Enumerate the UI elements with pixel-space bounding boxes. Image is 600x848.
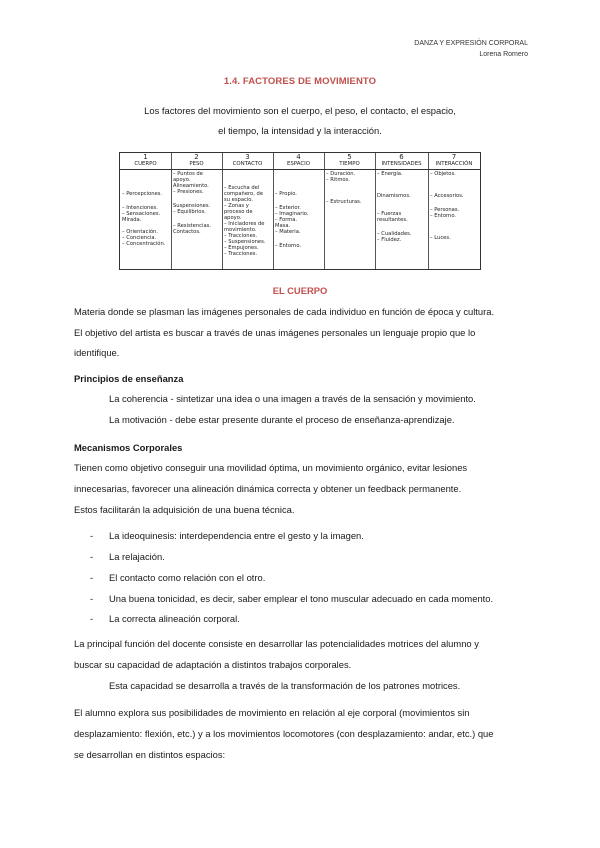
subheading-mecanismos: Mecanismos Corporales (74, 442, 183, 453)
section-title: EL CUERPO (272, 285, 328, 296)
bullet-mark: - (90, 551, 94, 562)
table-col-header: 7 INTERACCIÓN (428, 153, 480, 170)
table-col-tiempo: 5 TIEMPO – Duración. – Ritmos. – Estructuras. (324, 153, 376, 269)
intro-line-1: Los factores del movimiento son el cuerpo, el peso, el contacto, el espacio, (144, 105, 456, 116)
paragraph: La principal función del docente consiste en desarrollar las potencialidades motrices del alumno y (74, 638, 479, 649)
subheading-principios: Principios de enseñanza (74, 373, 184, 384)
list-item: La correcta alineación corporal. (109, 613, 240, 624)
list-item: La relajación. (109, 551, 165, 562)
intro-line-2: el tiempo, la intensidad y la interacción. (218, 125, 382, 136)
paragraph: identifique. (74, 347, 120, 358)
document-header (414, 38, 528, 60)
table-col-header: 2 PESO (171, 153, 222, 170)
table-col-cuerpo: 1 CUERPO – Percepciones. – Intenciones. – Sensaciones. Mirada. – Orientación. – Conciencia. – Concentración. (120, 153, 172, 269)
paragraph: se desarrollan en distintos espacios: (74, 749, 226, 760)
header-course: DANZA Y EXPRESIÓN CORPORAL (414, 40, 528, 47)
table-col-espacio: 4 ESPACIO – Propio. – Exterior. – Imaginario. – Forma. Masa. – Materia. – Entorno. (273, 153, 325, 269)
paragraph: Materia donde se plasman las imágenes personales de cada individuo en función de época y cultura. (74, 306, 495, 317)
list-item: La ideoquinesis: interdependencia entre el gesto y la imagen. (109, 530, 364, 541)
bullet-mark: - (90, 530, 94, 541)
paragraph: El objetivo del artista es buscar a través de unas imágenes personales un lenguaje propio que lo (74, 327, 476, 338)
table-col-header: 5 TIEMPO (324, 153, 375, 170)
paragraph: Esta capacidad se desarrolla a través de la transformación de los patrones motrices. (109, 680, 461, 691)
factors-table (119, 152, 481, 270)
table-col-header: 3 CONTACTO (222, 153, 273, 170)
table-col-contacto: 3 CONTACTO – Escucha del compañero, de su espacio. – Zonas y proceso de apoyo. – Iniciadores de movimiento. – Tracciones. – Suspensiones. – Empujones. – Tracciones. (222, 153, 274, 269)
paragraph: desplazamiento: flexión, etc.) y a los movimientos locomotores (con desplazamiento: andar, etc.) que (74, 728, 494, 739)
paragraph: La motivación - debe estar presente durante el proceso de enseñanza-aprendizaje. (109, 414, 455, 425)
bullet-mark: - (90, 613, 94, 624)
header-author: Lorena Romero (479, 51, 528, 58)
table-col-header: 4 ESPACIO (273, 153, 324, 170)
bullet-mark: - (90, 572, 94, 583)
paragraph: innecesarias, favorecer una alineación dinámica correcta y obtener un feedback permanente. (74, 483, 462, 494)
paragraph: buscar su capacidad de adaptación a distintos trabajos corporales. (74, 659, 352, 670)
list-item: Una buena tonicidad, es decir, saber emplear el tono muscular adecuado en cada momento. (109, 593, 494, 604)
paragraph: Estos facilitarán la adquisición de una buena técnica. (74, 504, 295, 515)
paragraph: Tienen como objetivo conseguir una movilidad óptima, un movimiento orgánico, evitar lesiones (74, 462, 468, 473)
bullet-mark: - (90, 593, 94, 604)
table-col-header: 1 CUERPO (120, 153, 171, 170)
table-col-interaccion: 7 INTERACCIÓN – Objetos. – Accesorios. – Personas. – Entorno. – Luces. (428, 153, 480, 269)
table-col-header: 6 INTENSIDADES (375, 153, 428, 170)
table-col-peso: 2 PESO – Puntos de apoyo. Alineamiento. – Presiones. Suspensiones. – Equilibrios. – Resistencias. Contactos. (171, 153, 223, 269)
table-col-intensidades: 6 INTENSIDADES – Energía. Dinamismos. – Fuerzas resultantes. – Cualidades. – Fluidez. (375, 153, 429, 269)
list-item: El contacto como relación con el otro. (109, 572, 266, 583)
paragraph: El alumno explora sus posibilidades de movimiento en relación al eje corporal (movimientos sin (74, 707, 470, 718)
paragraph: La coherencia - sintetizar una idea o una imagen a través de la sensación y movimiento. (109, 393, 476, 404)
page-title: 1.4. FACTORES DE MOVIMIENTO (223, 76, 377, 87)
